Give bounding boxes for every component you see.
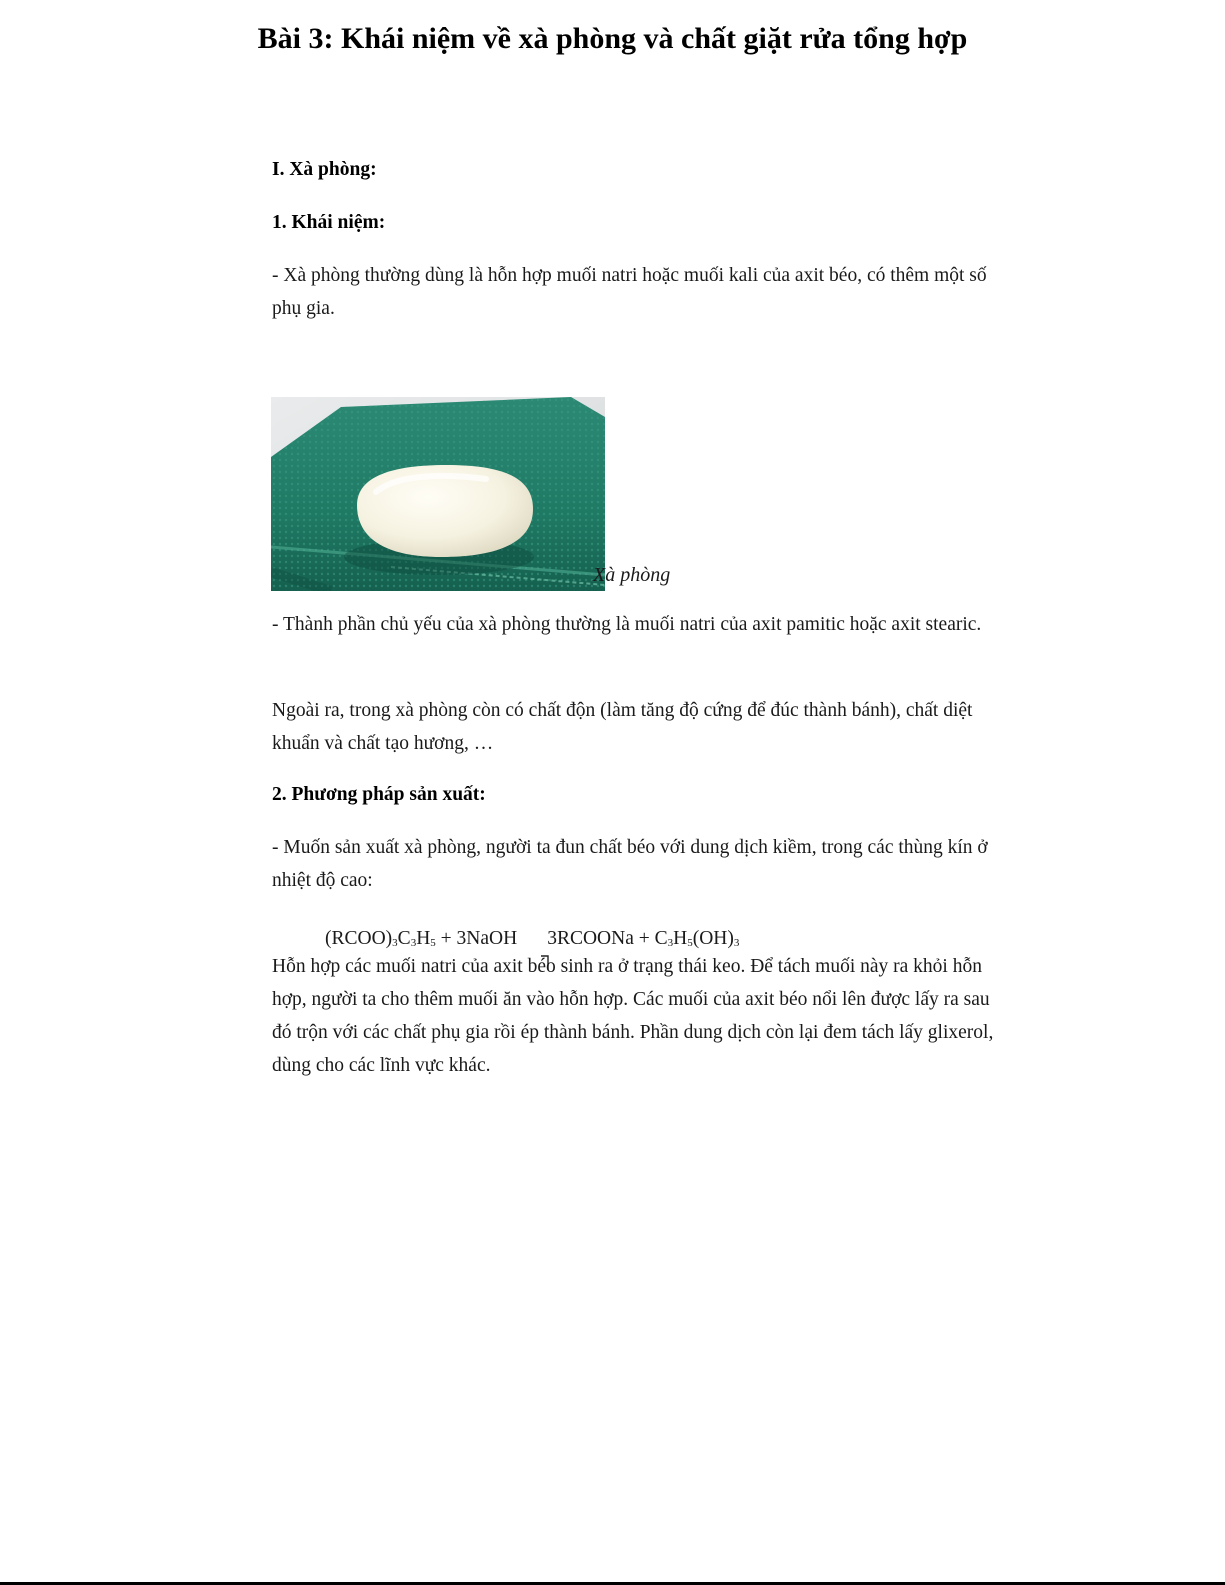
page-title: Bài 3: Khái niệm về xà phòng và chất giặt rửa tổng hợp	[257, 22, 968, 55]
eq-reactant-naoh: + 3NaOH	[435, 928, 518, 949]
paragraph-production-method: - Muốn sản xuất xà phòng, người ta đun chất béo với dung dịch kiềm, trong các thùng kín ở nhiệt độ cao:	[272, 837, 988, 891]
soap-image	[271, 397, 605, 591]
eq-products: 3RCOONa + $C_3H_5(OH)_3$	[547, 928, 740, 949]
paragraph-composition: - Thành phần chủ yếu của xà phòng thường là muối natri của axit pamitic hoặc axit stearic.	[272, 614, 982, 635]
section-heading-soap: I. Xà phòng:	[272, 159, 377, 180]
paragraph-definition: - Xà phòng thường dùng là hỗn hợp muối natri hoặc muối kali của axit béo, có thêm một số phụ gia.	[272, 265, 987, 319]
paragraph-additives: Ngoài ra, trong xà phòng còn có chất độn (làm tăng độ cứng để đúc thành bánh), chất diệt khuẩn và chất tạo hương, …	[272, 700, 973, 754]
subsection-heading-concept: 1. Khái niệm:	[272, 212, 386, 233]
eq-reactant-triglyceride: $(RCOO)_3C_3H_5$	[325, 928, 436, 949]
soap-on-towel-illustration	[271, 397, 605, 591]
subsection-heading-production: 2. Phương pháp sản xuất:	[272, 784, 486, 805]
image-caption: Xà phòng	[593, 564, 671, 586]
paragraph-separation: Hỗn hợp các muối natri của axit béo sinh ra ở trạng thái keo. Để tách muối này ra khỏi hỗn hợp, người ta cho thêm muối ăn vào hỗn hợp. Các muối của axit béo nổi lên được lấy ra sau đó trộn với các chất phụ gia rồi ép thành bánh. Phần dung dịch còn lại đem tách lấy glixerol, dùng cho các lĩnh vực khác.	[272, 956, 994, 1076]
